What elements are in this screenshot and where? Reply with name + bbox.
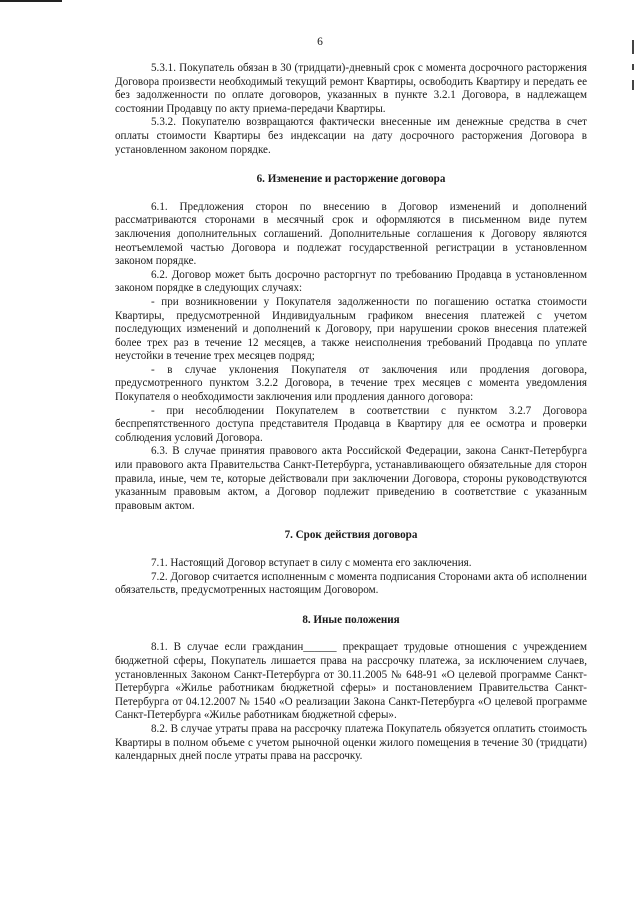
document-body [115, 62, 587, 764]
clause-7-2: 7.2. Договор считается исполненным с момента подписания Сторонами акта об исполнении обязательств, предусмотренных настоящим Договором. [115, 570, 587, 597]
clause-6-2-bullet-1: - при возникновении у Покупателя задолженности по погашению остатка стоимости Квартиры, предусмотренной Индивидуальным графиком внесения платежей с учетом последующих изменений и дополнений к Договору, при нарушении сроков внесения платежей более трех раз в течение 12 месяцев, а также неисполнения требований Продавца по уплате неустойки в течение трех месяцев подряд; [115, 295, 587, 363]
clause-7-1: 7.1. Настоящий Договор вступает в силу с момента его заключения. [151, 557, 472, 569]
clause-8-2: 8.2. В случае утраты права на рассрочку платежа Покупатель обязуется оплатить стоимость Квартиры в полном объеме с учетом рыночной оценки жилого помещения в течение 30 (тридцати) календарных дней после утраты права на рассрочку. [115, 722, 587, 763]
section-6-title: 6. Изменение и расторжение договора [256, 173, 446, 186]
section-8-title: 8. Иные положения [302, 613, 400, 626]
clause-5-3-2: 5.3.2. Покупателю возвращаются фактически внесенные им денежные средства в счет оплаты стоимости Квартиры без индексации на дату досрочного расторжения Договора в установленном законом порядке. [115, 116, 587, 156]
section-7-title: 7. Срок действия договора [284, 529, 418, 542]
clause-5-3-1: 5.3.1. Покупатель обязан в 30 (тридцати)-дневный срок с момента досрочного расторжения Договора произвести необходимый текущий ремонт Квартиры, освободить Квартиру и передать ее без задолженности по оплате договоров, указанных в пункте 3.2.1 Договора, в надлежащем состоянии Продавцу по акту приема-передачи Квартиры. [115, 62, 587, 115]
clause-6-2-bullet-3: - при несоблюдении Покупателем в соответствии с пунктом 3.2.7 Договора беспрепятственного доступа представителя Продавца в Квартиру для ее осмотра и проверки соблюдения условий Договора. [115, 404, 587, 444]
clause-8-1: 8.1. В случае если гражданин______ прекращает трудовые отношения с учреждением бюджетной сферы, Покупатель лишается права на рассрочку платежа, за исключением случаев, установленных Законом Санкт-Петербурга от 30.11.2005 № 648-91 «О целевой программе Санкт-Петербурга «Жилье работникам бюджетной сферы» и постановлением Правительства Санкт-Петербурга от 04.12.2007 № 1540 «О реализации Закона Санкт-Петербурга «О целевой программе Санкт-Петербурга «Жилье работникам бюджетной сферы». [115, 641, 587, 722]
page-number: 6 [317, 36, 323, 48]
scan-edge-line [0, 0, 62, 2]
clause-6-1: 6.1. Предложения сторон по внесению в Договор изменений и дополнений рассматриваются сторонами в месячный срок и оформляются в письменном виде путем заключения дополнительных соглашений. Дополнительные соглашения к Договору являются неотъемлемой частью Договора и подлежат государственной регистрации в установленном законом порядке. [115, 200, 587, 268]
clause-6-3: 6.3. В случае принятия правового акта Российской Федерации, закона Санкт-Петербурга или правового акта Правительства Санкт-Петербурга, устанавливающего обязательные для сторон правила, иные, чем те, которые действовали при заключении Договора, стороны руководствуются указанным правовым актом, а Договор подлежит приведению в соответствие с указанным правовым актом. [115, 445, 587, 512]
scan-edge-marks [630, 40, 636, 100]
clause-6-2: 6.2. Договор может быть досрочно расторгнут по требованию Продавца в установленном законом порядке в следующих случаях: [115, 268, 587, 295]
clause-6-2-bullet-2: - в случае уклонения Покупателя от заключения или продления договора, предусмотренного пунктом 3.2.2 Договора, в течение трех месяцев с момента уведомления Покупателя о необходимости заключения или продления данного договора: [115, 363, 587, 404]
